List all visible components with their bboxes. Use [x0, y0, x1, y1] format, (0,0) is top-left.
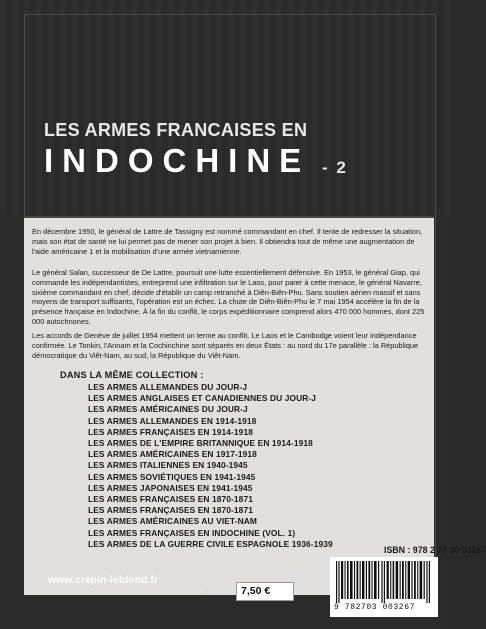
- synopsis-paragraph-1: En décembre 1950, le général de Lattre de Tassigny est nommé commandant en chef. Il tente de redresser la situation, mais son état de santé ne lui permet pas de mener son projet à bien. Il obtiendra tout de même une augmentation de l'aide américaine 1 et la mobilisation d'une armée vietnamienne.: [32, 227, 423, 256]
- collection-item: LES ARMES FRANÇAISES EN 1870-1871: [88, 505, 253, 516]
- collection-item: LES ARMES AMÉRICAINES AU VIET-NAM: [88, 516, 257, 527]
- collection-item: LES ARMES AMÉRICAINES DU JOUR-J: [88, 404, 248, 415]
- volume-number: - 2: [322, 158, 348, 177]
- collection-item: LES ARMES DE LA GUERRE CIVILE ESPAGNOLE 1936-1939: [88, 538, 333, 549]
- price-value: 7,50 €: [241, 585, 271, 597]
- collection-item: LES ARMES AMÉRICAINES EN 1917-1918: [88, 449, 257, 460]
- collection-item: LES ARMES SOVIÉTIQUES EN 1941-1945: [88, 471, 256, 482]
- collection-item: LES ARMES FRANÇAISES EN INDOCHINE (VOL. 1): [88, 527, 296, 538]
- collection-item: LES ARMES ALLEMANDES EN 1914-1918: [88, 415, 257, 426]
- barcode: [330, 557, 438, 617]
- title-line-2: INDOCHINE: [44, 142, 311, 179]
- publisher-url: www.crepin-leblond.fr: [48, 574, 158, 586]
- collection-item: LES ARMES JAPONAISES EN 1941-1945: [88, 482, 253, 493]
- collection-item: LES ARMES FRANÇAISES EN 1870-1871: [88, 494, 253, 505]
- panel-divider: [24, 216, 434, 218]
- collection-item: LES ARMES ITALIENNES EN 1940-1945: [88, 460, 248, 471]
- barcode-digits: 9 782703 003267: [334, 603, 416, 612]
- collection-item: LES ARMES ANGLAISES ET CANADIENNES DU JOUR-J: [88, 393, 317, 404]
- collection-item: LES ARMES DE L'EMPIRE BRITANNIQUE EN 1914-1918: [88, 438, 313, 449]
- collection-heading: DANS LA MÊME COLLECTION :: [60, 370, 204, 380]
- price-label: Prix :: [206, 586, 229, 597]
- collection-item: LES ARMES FRANÇAISES EN 1914-1918: [88, 426, 253, 437]
- collection-list: [88, 382, 333, 550]
- barcode-bars: [336, 561, 432, 603]
- collection-item: LES ARMES ALLEMANDES DU JOUR-J: [88, 382, 248, 392]
- isbn-text: ISBN : 978 2 70 30 03267: [384, 545, 486, 555]
- synopsis-paragraph-3: Les accords de Genève de juillet 1954 mettent un terme au conflit. Le Laos et le Cambodge voient leur indépendance confirmée. Le Tonkin, l'Annam et la Cochinchine sont séparés en deux États : au nord du 17e parallèle : la République démocratique du Viêt-Nam, au sud, la République du Viêt-Nam.: [32, 331, 419, 360]
- title-line-1: LES ARMES FRANCAISES EN: [44, 120, 308, 140]
- synopsis-paragraph-2: Le général Salan, successeur de De Lattre, poursuit une lutte essentiellement défensive. En 1953, le général Giap, qui commande les indépendantistes, entreprend une infiltration sur le Laos, pour parer à cette menace, le général Navarre, sixième commandant en chef, décide d'établir un camp retranché à Diên-Biên-Phu. Sans soutien aérien massif et sans moyens de transport suffisants, l'opération est un échec. La chute de Diên-Biên-Phu le 7 mai 1954 accélère la fin de la présence française en Indochine. À la fin du conflit, le corps expéditionnaire comprend alors 470 000 hommes, dont 225 000 autochnones.: [32, 268, 425, 326]
